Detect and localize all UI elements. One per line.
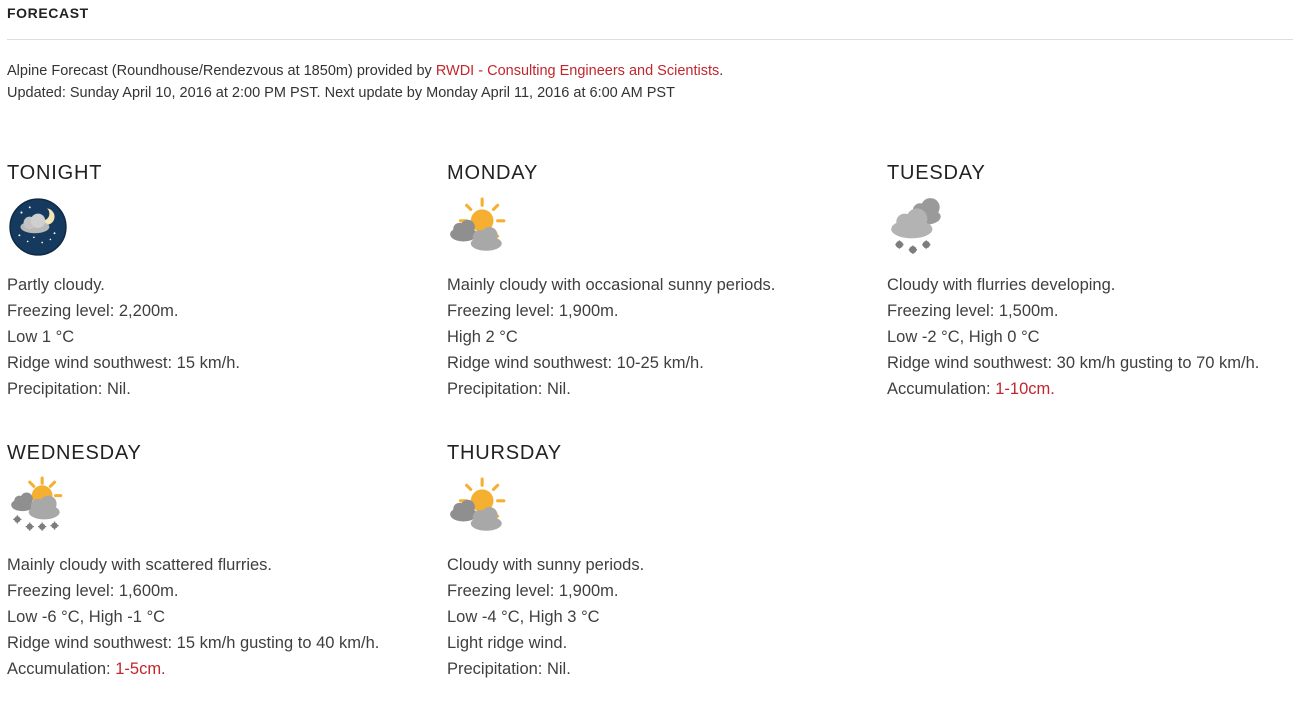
precip-label: Precipitation: Nil. xyxy=(7,380,131,398)
forecast-day-thursday xyxy=(447,440,867,678)
day-details xyxy=(447,552,644,682)
day-summary: Cloudy with flurries developing. xyxy=(887,276,1116,294)
precipitation xyxy=(7,656,379,682)
forecast-day-tonight xyxy=(7,160,427,398)
provider-suffix: . xyxy=(719,63,724,79)
day-title: MONDAY xyxy=(447,162,539,184)
provider-line xyxy=(7,60,723,82)
day-title: TONIGHT xyxy=(7,162,103,184)
day-details xyxy=(447,272,775,402)
day-details xyxy=(7,272,240,402)
forecast-intro xyxy=(7,60,723,104)
forecast-day-monday xyxy=(447,160,867,398)
forecast-day-wednesday xyxy=(7,440,427,678)
sun-cloud-icon xyxy=(447,476,509,538)
section-title: FORECAST xyxy=(7,5,89,21)
precip-label: Precipitation: Nil. xyxy=(447,380,571,398)
precipitation xyxy=(447,656,644,682)
precip-value: 1-10cm. xyxy=(995,380,1055,398)
day-summary: Mainly cloudy with scattered flurries. xyxy=(7,556,273,574)
precip-label: Precipitation: Nil. xyxy=(447,660,571,678)
night-partly-cloudy-icon xyxy=(7,196,69,258)
forecast-day-tuesday xyxy=(887,160,1296,398)
temperature: High 2 °C xyxy=(447,328,518,346)
freezing-level: Freezing level: 1,600m. xyxy=(7,582,179,600)
temperature: Low -4 °C, High 3 °C xyxy=(447,608,600,626)
ridge-wind: Ridge wind southwest: 15 km/h gusting to 40 km/h. xyxy=(7,634,380,652)
day-title: WEDNESDAY xyxy=(7,442,142,464)
cloud-snow-icon xyxy=(887,196,949,258)
freezing-level: Freezing level: 1,900m. xyxy=(447,302,619,320)
sun-cloud-icon xyxy=(447,196,509,258)
precip-label: Accumulation: xyxy=(7,660,116,678)
day-details xyxy=(887,272,1259,402)
freezing-level: Freezing level: 2,200m. xyxy=(7,302,179,320)
day-summary: Partly cloudy. xyxy=(7,276,105,294)
day-details xyxy=(7,552,379,682)
precip-label: Accumulation: xyxy=(887,380,996,398)
ridge-wind: Ridge wind southwest: 15 km/h. xyxy=(7,354,240,372)
temperature: Low -6 °C, High -1 °C xyxy=(7,608,166,626)
ridge-wind: Ridge wind southwest: 10-25 km/h. xyxy=(447,354,704,372)
ridge-wind: Ridge wind southwest: 30 km/h gusting to 70 km/h. xyxy=(887,354,1260,372)
header-divider xyxy=(7,39,1293,40)
precipitation xyxy=(7,376,240,402)
precip-value: 1-5cm. xyxy=(115,660,166,678)
day-summary: Mainly cloudy with occasional sunny periods. xyxy=(447,276,776,294)
provider-link[interactable]: RWDI - Consulting Engineers and Scientists xyxy=(435,63,720,79)
freezing-level: Freezing level: 1,900m. xyxy=(447,582,619,600)
day-title: THURSDAY xyxy=(447,442,562,464)
freezing-level: Freezing level: 1,500m. xyxy=(887,302,1059,320)
day-summary: Cloudy with sunny periods. xyxy=(447,556,645,574)
precipitation xyxy=(887,376,1259,402)
sun-cloud-snow-icon xyxy=(7,476,69,538)
update-time: Updated: Sunday April 10, 2016 at 2:00 PM PST. Next update by Monday April 11, 2016 at 6:00 AM PST xyxy=(7,85,675,101)
day-title: TUESDAY xyxy=(887,162,986,184)
precipitation xyxy=(447,376,775,402)
temperature: Low 1 °C xyxy=(7,328,75,346)
provider-prefix: Alpine Forecast (Roundhouse/Rendezvous at 1850m) provided by xyxy=(7,63,436,79)
temperature: Low -2 °C, High 0 °C xyxy=(887,328,1040,346)
ridge-wind: Light ridge wind. xyxy=(447,634,568,652)
